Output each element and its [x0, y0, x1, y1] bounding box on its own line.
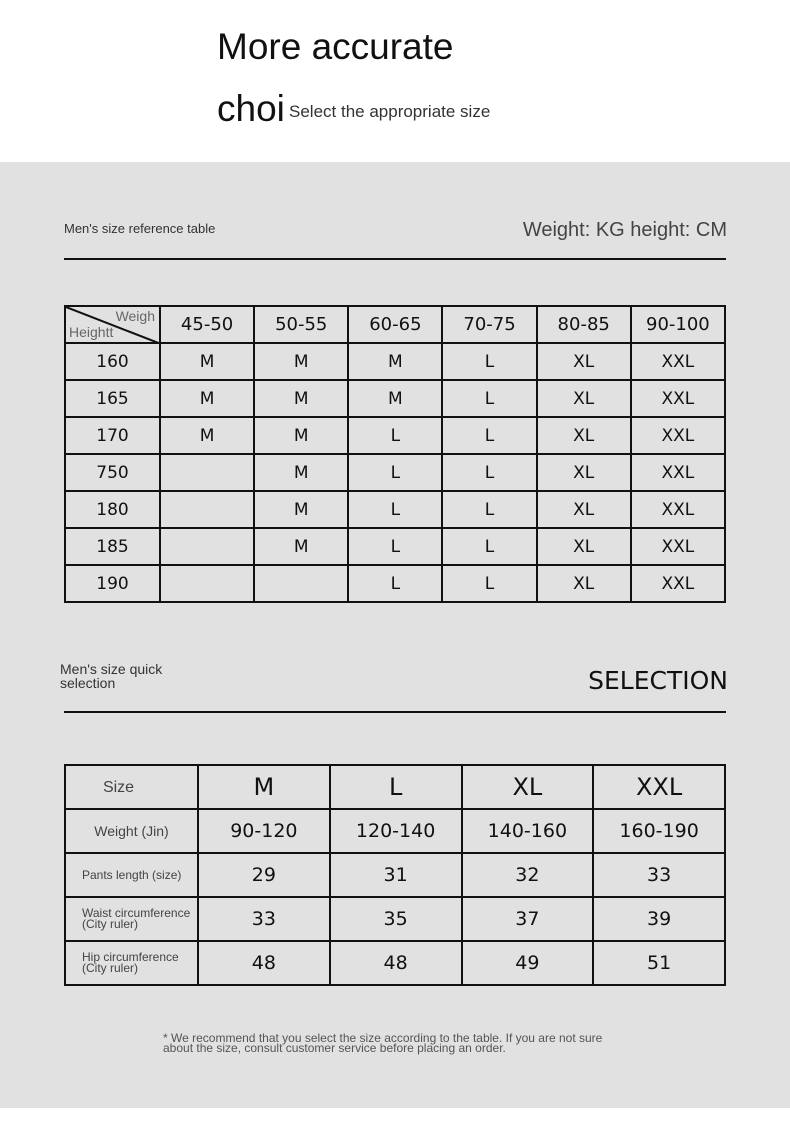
table-row	[65, 853, 725, 897]
size-cell: M	[160, 417, 254, 454]
value-cell: 160-190	[593, 809, 725, 853]
weight-range-header: 80-85	[537, 306, 631, 343]
weight-range-header: 60-65	[348, 306, 442, 343]
quick-selection-title-line-1: Men's size quick	[60, 661, 163, 677]
size-cell: XL	[537, 565, 631, 602]
table-row	[65, 565, 725, 602]
height-cell: 750	[65, 454, 160, 491]
size-cell: M	[254, 417, 348, 454]
table-row	[65, 343, 725, 380]
size-cell: XL	[537, 528, 631, 565]
height-cell: 170	[65, 417, 160, 454]
value-cell: 140-160	[462, 809, 594, 853]
reference-table	[64, 305, 726, 603]
title-line-1: More accurate	[217, 26, 454, 67]
size-cell: XXL	[631, 380, 725, 417]
table-row	[65, 454, 725, 491]
size-cell: M	[348, 343, 442, 380]
table-row	[65, 491, 725, 528]
quick-selection-title	[60, 662, 162, 690]
size-cell: XXL	[631, 454, 725, 491]
size-cell: M	[254, 454, 348, 491]
units-label: Weight: KG height: CM	[522, 219, 727, 241]
subtitle: Select the appropriate size	[289, 102, 491, 121]
weight-range-header: 45-50	[160, 306, 254, 343]
size-cell: L	[442, 491, 536, 528]
footnote: * We recommend that you select the size according to the table. If you are not sure about the size, consult customer service before placing an order.	[163, 1031, 603, 1055]
value-cell: 35	[330, 897, 462, 941]
value-cell: 120-140	[330, 809, 462, 853]
value-cell: 33	[593, 853, 725, 897]
value-cell: 90-120	[198, 809, 330, 853]
size-cell: M	[254, 343, 348, 380]
value-cell: 48	[198, 941, 330, 985]
size-cell: M	[160, 343, 254, 380]
quick-selection-title-line-2: selection	[60, 675, 116, 691]
size-header: M	[198, 765, 330, 809]
header-row	[65, 765, 725, 809]
table-row	[65, 941, 725, 985]
divider	[64, 258, 726, 260]
row-label: Hip circumference (City ruler)	[65, 941, 198, 985]
reference-table-title: Men's size reference table	[64, 221, 216, 236]
size-cell: L	[442, 380, 536, 417]
size-cell	[160, 565, 254, 602]
title-line-2: choi	[217, 88, 285, 129]
size-cell: XXL	[631, 565, 725, 602]
height-cell: 185	[65, 528, 160, 565]
size-cell: L	[348, 417, 442, 454]
size-cell: L	[348, 491, 442, 528]
height-cell: 190	[65, 565, 160, 602]
size-cell: XL	[537, 343, 631, 380]
value-cell: 48	[330, 941, 462, 985]
value-cell: 37	[462, 897, 594, 941]
size-cell: XL	[537, 454, 631, 491]
size-cell: M	[348, 380, 442, 417]
value-cell: 49	[462, 941, 594, 985]
table-row	[65, 528, 725, 565]
size-header: XXL	[593, 765, 725, 809]
table-row	[65, 380, 725, 417]
row-label: Weight (Jin)	[65, 809, 198, 853]
value-cell: 39	[593, 897, 725, 941]
size-cell	[160, 528, 254, 565]
size-cell: M	[254, 528, 348, 565]
quick-selection-table	[64, 764, 726, 986]
row-label: Waist circumference (City ruler)	[65, 897, 198, 941]
weight-range-header: 70-75	[442, 306, 536, 343]
size-cell: XXL	[631, 491, 725, 528]
size-cell: XXL	[631, 528, 725, 565]
weight-range-header: 90-100	[631, 306, 725, 343]
size-label: Size	[65, 765, 198, 809]
size-cell: L	[348, 565, 442, 602]
size-header: XL	[462, 765, 594, 809]
size-cell: XXL	[631, 343, 725, 380]
size-cell: L	[348, 528, 442, 565]
height-cell: 165	[65, 380, 160, 417]
size-cell	[160, 491, 254, 528]
size-cell: L	[348, 454, 442, 491]
height-cell: 160	[65, 343, 160, 380]
size-cell: XL	[537, 491, 631, 528]
size-cell: M	[254, 380, 348, 417]
size-header: L	[330, 765, 462, 809]
size-cell	[160, 454, 254, 491]
value-cell: 32	[462, 853, 594, 897]
size-cell: L	[442, 343, 536, 380]
weight-axis-label: Weigh	[115, 308, 155, 324]
corner-cell	[65, 306, 160, 343]
size-cell: L	[442, 417, 536, 454]
table-row	[65, 417, 725, 454]
value-cell: 29	[198, 853, 330, 897]
size-cell: XL	[537, 380, 631, 417]
header-row	[65, 306, 725, 343]
divider	[64, 711, 726, 713]
table-row	[65, 809, 725, 853]
height-axis-label: Heightt	[69, 324, 114, 340]
table-row	[65, 897, 725, 941]
size-cell: L	[442, 528, 536, 565]
height-cell: 180	[65, 491, 160, 528]
size-cell: M	[160, 380, 254, 417]
selection-heading: SELECTION	[588, 666, 728, 695]
size-cell: XL	[537, 417, 631, 454]
weight-range-header: 50-55	[254, 306, 348, 343]
row-label: Pants length (size)	[65, 853, 198, 897]
value-cell: 33	[198, 897, 330, 941]
value-cell: 31	[330, 853, 462, 897]
size-cell: XXL	[631, 417, 725, 454]
size-cell: L	[442, 454, 536, 491]
size-cell: M	[254, 491, 348, 528]
size-cell: L	[442, 565, 536, 602]
size-cell	[254, 565, 348, 602]
value-cell: 51	[593, 941, 725, 985]
